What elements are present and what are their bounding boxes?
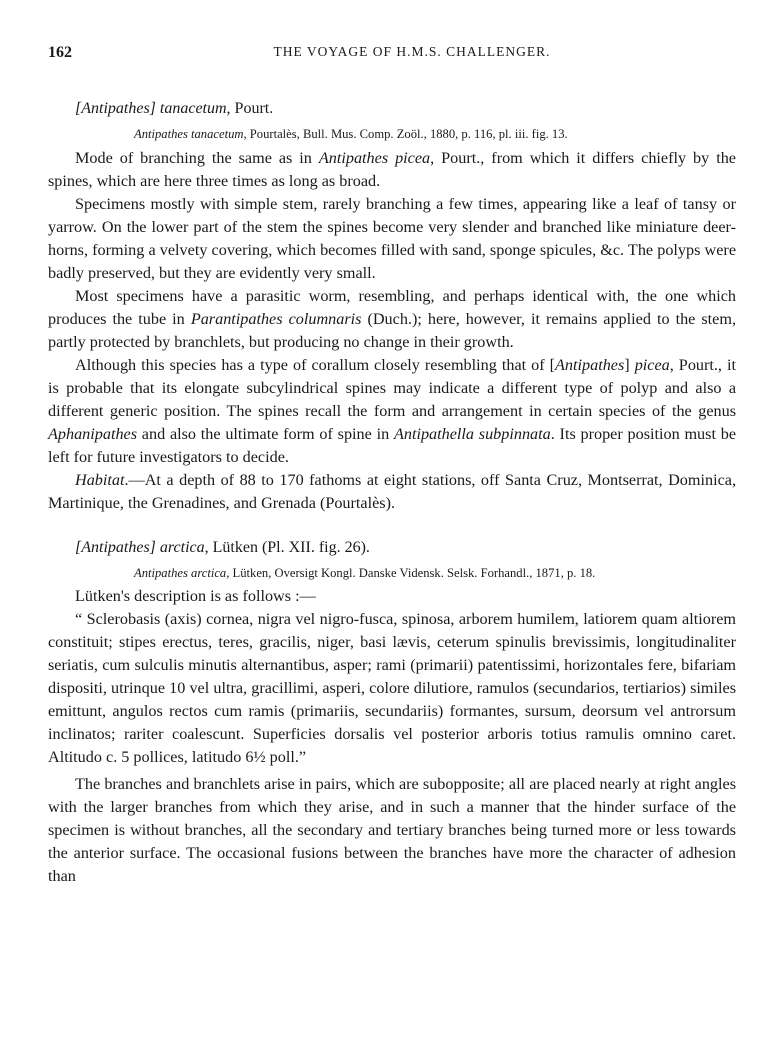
text-span: (Duch.); here, however, it remains applied to the stem, partly protected by branchlets, but producing no change in their growth. (48, 310, 737, 351)
document-page (48, 44, 736, 888)
italic-span: Antipathella subpinnata (393, 425, 551, 443)
species-heading-tanacetum (75, 98, 736, 120)
latin-quotation: “ Sclerobasis (axis) cornea, nigra vel nigro-fusca, spinosa, arborem humilem, latiorem quam altiorem constituit; stipes erectus, teres, gracilis, niger, basi lævis, ceterum spinulis brevissimis, longitudinaliter seriatis, cum sulculis minutis alternantibus, asper; rami (primarii) patentissimi, horizontales fere, bifariam dispositi, utrinque 10 vel ultra, gracillimi, asperi, colore dilutiore, ramulos (secundarios, tertiarios) similes emittunt, angulos rectos cum ramis (primariis, secundariis) formantes, sursum, deorsum vel antrorsum inclinatos; rariter coalescunt. Superficies dorsalis vel posterior arboris totius ramulis omnino caret. Altitudo c. 5 pollices, latitudo 6½ poll.” (48, 610, 736, 766)
species-epithet: tanacetum (159, 100, 227, 117)
description-intro: Lütken's description is as follows :— (75, 587, 316, 605)
text-span: Mode of branching the same as in (75, 149, 319, 167)
running-head (48, 44, 736, 70)
page-number: 162 (48, 44, 72, 61)
citation-tanacetum (134, 125, 736, 143)
genus-bracket: [Antipathes] (75, 100, 156, 117)
italic-span: Antipathes picea (318, 149, 431, 167)
citation-reference: , Pourtalès, Bull. Mus. Comp. Zoöl., 1880, p. 116, pl. iii. fig. 13. (243, 127, 568, 141)
species-epithet: arctica (159, 539, 205, 556)
text-span: ] (624, 356, 635, 374)
text-span: , Pourt., from which it differs chiefly by the spines, which are here three times as long as broad. (48, 149, 736, 190)
citation-name: Antipathes arctica (134, 566, 227, 580)
italic-span: Antipathes (555, 356, 625, 374)
habitat-label: Habitat (75, 471, 125, 489)
citation-reference: , Lütken, Oversigt Kongl. Danske Vidensk. Selsk. Forhandl., 1871, p. 18. (226, 566, 596, 580)
habitat-text: .—At a depth of 88 to 170 fathoms at eight stations, off Santa Cruz, Montserrat, Dominica, Martinique, the Grenadines, and Grenada (Pourtalès). (48, 471, 736, 512)
text-span: , Pourt., it is probable that its elongate subcylindrical spines may indicate a different type of polyp and also a different generic position. The spines recall the form and arrangement in certain species of the genus (48, 356, 736, 420)
paragraph-parasitic-worm (48, 285, 736, 354)
paragraph-habitat (48, 469, 736, 515)
paragraph-generic-position (48, 354, 736, 469)
italic-span: Aphanipathes (48, 425, 138, 443)
text-span: . Its proper position must be left for future investigators to decide. (48, 425, 737, 466)
citation-arctica (134, 564, 736, 582)
paragraph-branching (48, 147, 736, 193)
text-span: Most specimens have a parasitic worm, resembling, and perhaps identical with, the one which produces the tube in (48, 287, 736, 328)
species-heading-arctica (75, 537, 736, 559)
text-span: Although this species has a type of corallum closely resembling that of [ (75, 356, 556, 374)
text-span: and also the ultimate form of spine in (137, 425, 394, 443)
paragraph-branches: The branches and branchlets arise in pairs, which are subopposite; all are placed nearly at right angles with the larger branches from which they arise, and in such a manner that the hinder surface of the specimen is without branches, all the secondary and tertiary branches being turned more or less towards the anterior surface. The occasional fusions between the branches have more the character of adhesion than (48, 775, 736, 885)
paragraph-specimens: Specimens mostly with simple stem, rarely branching a few times, appearing like a leaf of tansy or yarrow. On the lower part of the stem the spines become very slender and branched like miniature deer-horns, forming a velvety covering, which becomes filled with sand, sponge spicules, &c. The polyps were badly preserved, but they are evidently very small. (48, 195, 736, 282)
italic-span: picea (634, 356, 670, 374)
species-author: , Pourt. (226, 100, 274, 117)
italic-span: Parantipathes columnaris (190, 310, 362, 328)
species-author: , Lütken (Pl. XII. fig. 26). (204, 539, 370, 556)
citation-name: Antipathes tanacetum (134, 127, 244, 141)
genus-bracket: [Antipathes] (75, 539, 156, 556)
running-title: THE VOYAGE OF H.M.S. CHALLENGER. (273, 44, 551, 59)
